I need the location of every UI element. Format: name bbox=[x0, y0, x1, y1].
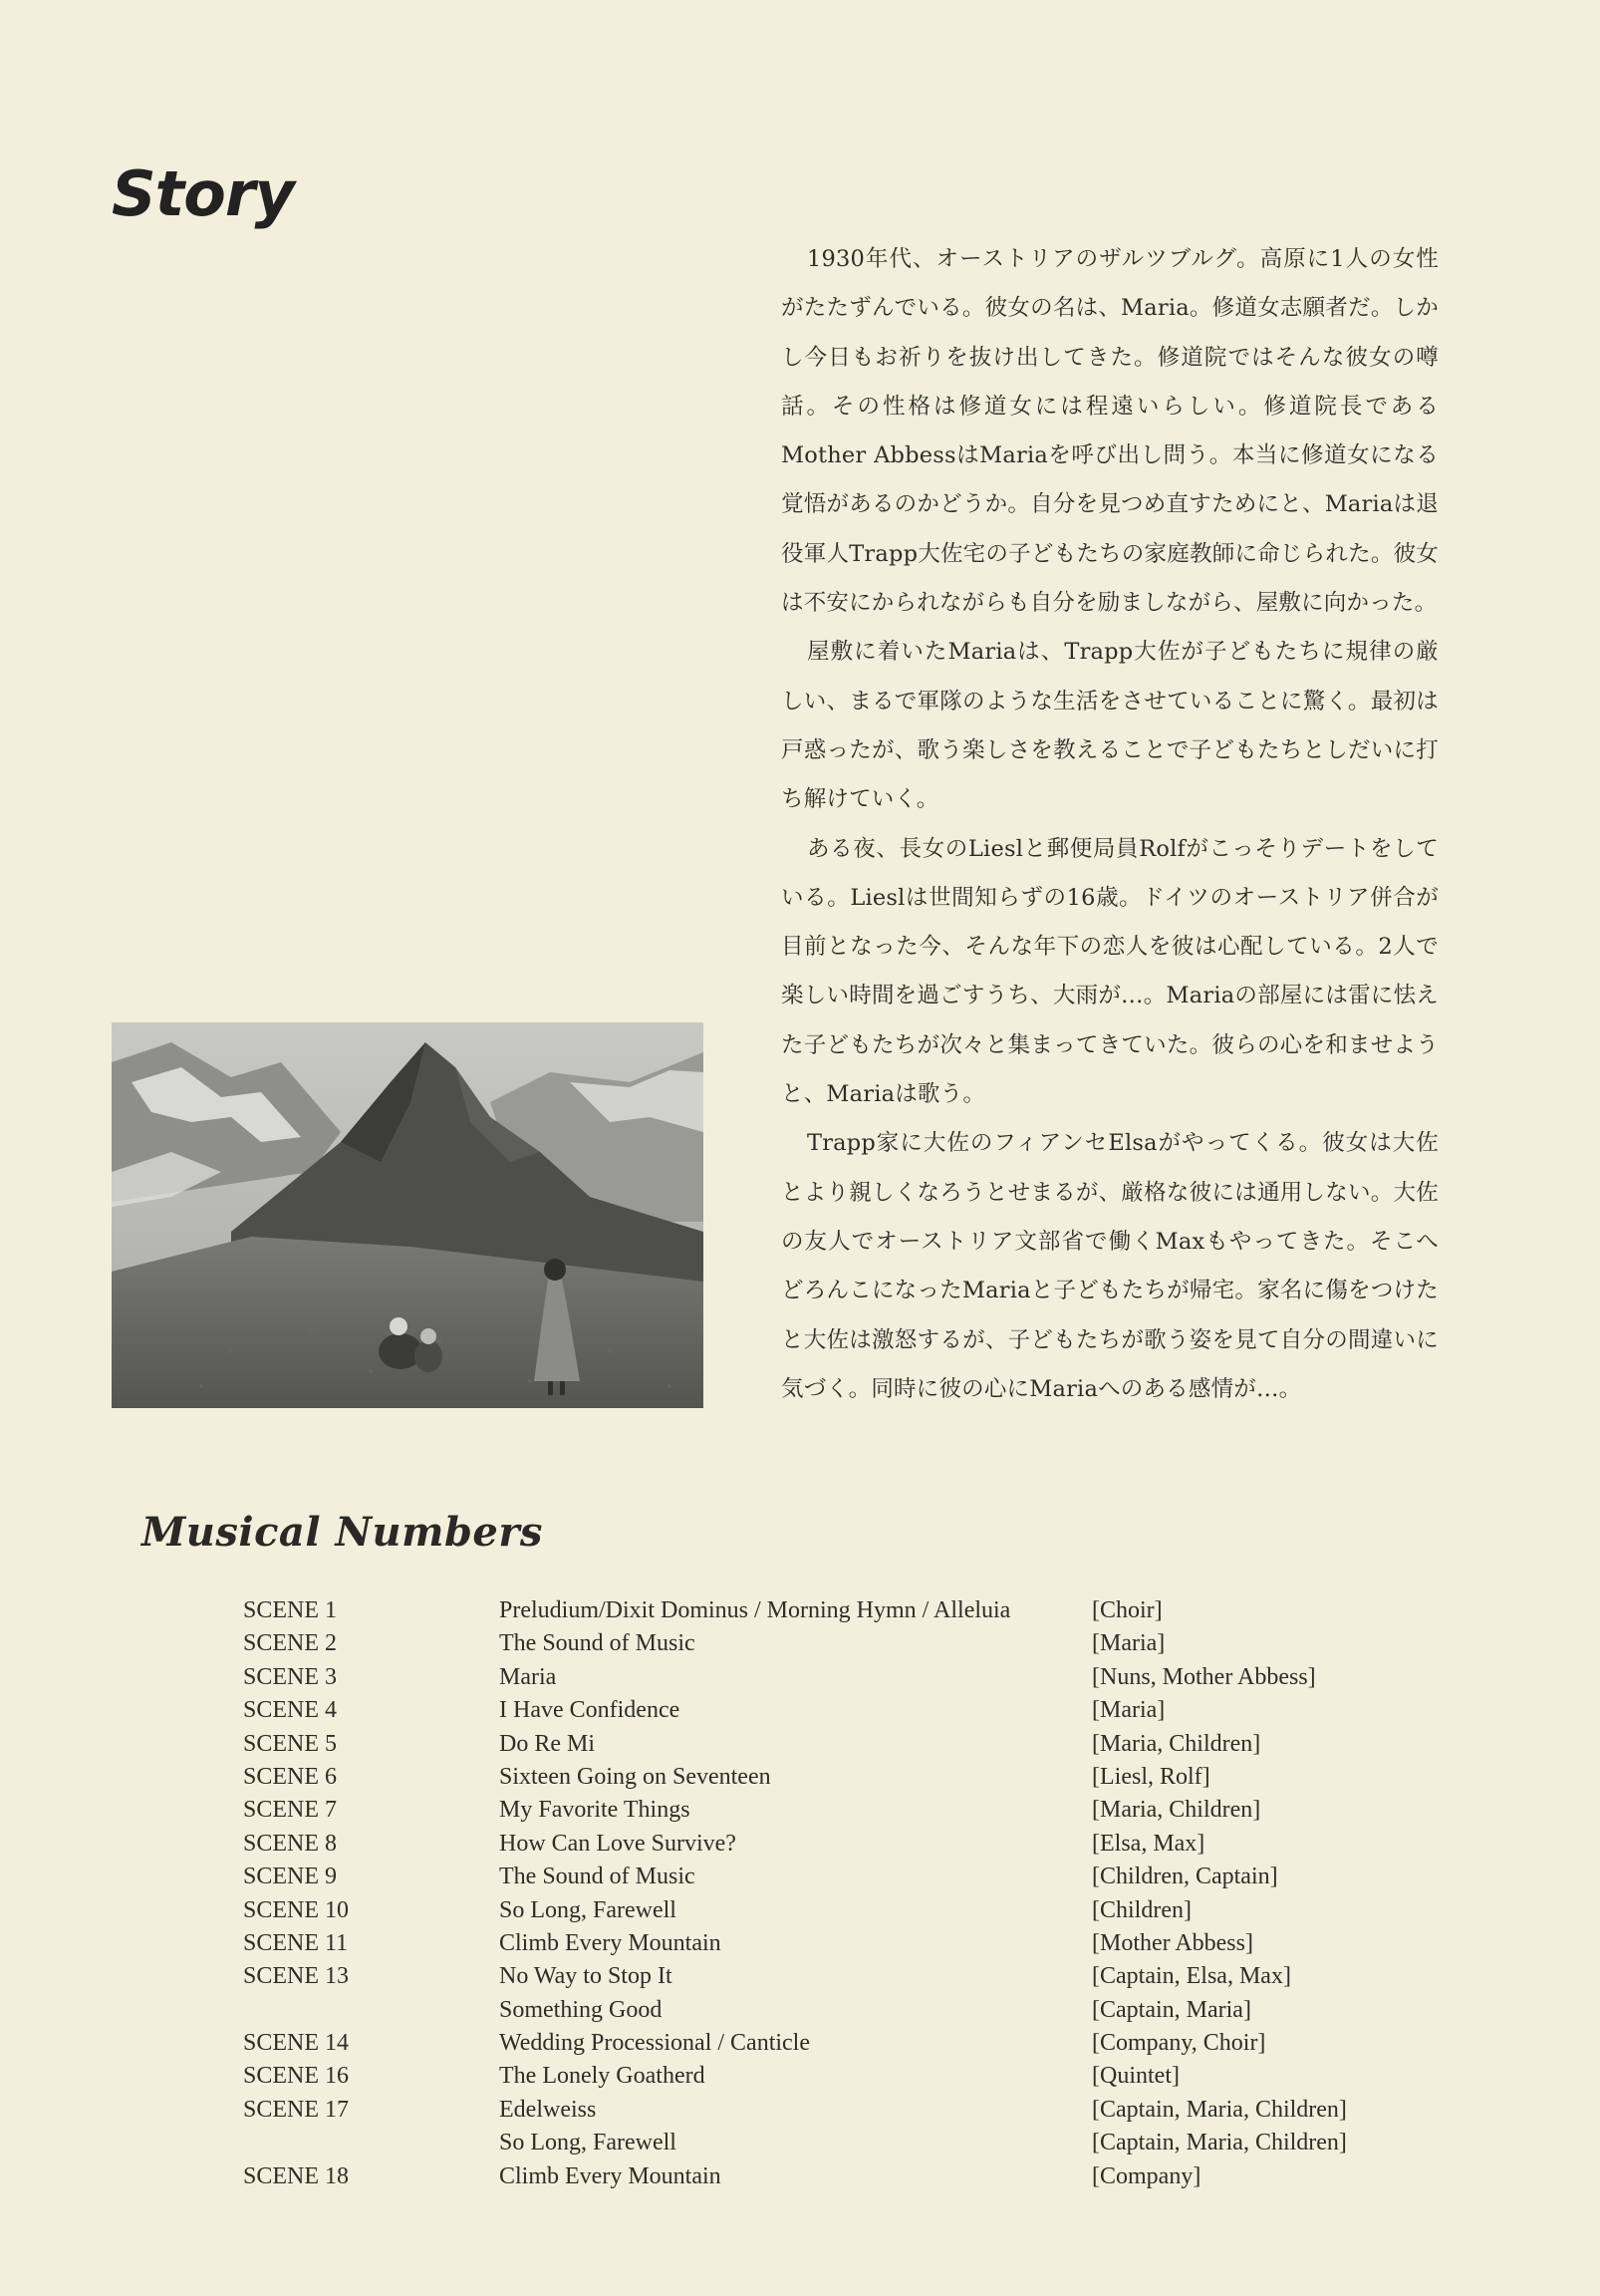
list-item bbox=[243, 2060, 1379, 2093]
story-paragraph: ある夜、長女のLieslと郵便局員Rolfがこっそりデートをしている。Lieslは世間知らずの16歳。ドイツのオーストリア併合が目前となった今、そんな年下の恋人を彼は心配している。2人で楽しい時間を過ごすうち、大雨が…。Mariaの部屋には雷に怯えた子どもたちが次々と集まってきていた。彼らの心を和ませようと、Mariaは歌う。 bbox=[781, 835, 1439, 1108]
scene-label: SCENE 18 bbox=[243, 2162, 350, 2189]
musical-numbers-heading: Musical Numbers bbox=[141, 1509, 543, 1556]
song-title: Preludium/Dixit Dominus / Morning Hymn / Alleluia bbox=[499, 1597, 1011, 1623]
song-title: So Long, Farewell bbox=[499, 1896, 676, 1923]
song-title: Climb Every Mountain bbox=[499, 2162, 721, 2189]
list-item bbox=[243, 1661, 1379, 1694]
song-title: Edelweiss bbox=[499, 2096, 597, 2123]
list-item bbox=[243, 1828, 1379, 1861]
list-item bbox=[243, 2094, 1379, 2127]
scene-label: SCENE 10 bbox=[243, 1896, 350, 1923]
scene-label: SCENE 2 bbox=[243, 1630, 338, 1657]
scene-label: SCENE 16 bbox=[243, 2063, 350, 2090]
list-item bbox=[243, 1694, 1379, 1727]
list-item bbox=[243, 1894, 1379, 1927]
list-item bbox=[243, 1794, 1379, 1827]
scene-label: SCENE 11 bbox=[243, 1929, 349, 1956]
song-title: Maria bbox=[499, 1663, 557, 1690]
story-paragraph: 屋敷に着いたMariaは、Trapp大佐が子どもたちに規律の厳しい、まるで軍隊のような生活をさせていることに驚く。最初は戸惑ったが、歌う楽しさを教えることで子どもたちとしだいに打ち解けていく。 bbox=[781, 639, 1439, 813]
song-title: Sixteen Going on Seventeen bbox=[499, 1763, 771, 1790]
list-item bbox=[243, 1927, 1379, 1960]
song-cast: [Captain, Elsa, Max] bbox=[1092, 1963, 1291, 1990]
scene-label: SCENE 13 bbox=[243, 1963, 350, 1990]
mountain-photo bbox=[112, 1022, 703, 1408]
list-item bbox=[243, 2160, 1379, 2193]
mountain-meadow-image bbox=[112, 1022, 703, 1408]
song-title: Climb Every Mountain bbox=[499, 1929, 721, 1956]
list-item bbox=[243, 1861, 1379, 1893]
song-cast: [Quintet] bbox=[1092, 2063, 1180, 2090]
song-cast: [Captain, Maria, Children] bbox=[1092, 2096, 1347, 2123]
song-title: My Favorite Things bbox=[499, 1797, 690, 1824]
scene-label: SCENE 4 bbox=[243, 1697, 338, 1724]
story-paragraph: Trapp家に大佐のフィアンセElsaがやってくる。彼女は大佐とより親しくなろうとせまるが、厳格な彼には通用しない。大佐の友人でオーストリア文部省で働くMaxもやってきた。そこへどろんこになったMariaと子どもたちが帰宅。家名に傷をつけたと大佐は激怒するが、子どもたちが歌う姿を見て自分の間違いに気づく。同時に彼の心にMariaへのある感情が…。 bbox=[781, 1130, 1439, 1402]
song-cast: [Maria, Children] bbox=[1092, 1730, 1261, 1757]
scene-label: SCENE 3 bbox=[243, 1663, 338, 1690]
scene-label: SCENE 5 bbox=[243, 1730, 338, 1757]
list-item bbox=[243, 1594, 1379, 1627]
song-cast: [Maria, Children] bbox=[1092, 1797, 1261, 1824]
song-cast: [Choir] bbox=[1092, 1597, 1163, 1623]
song-cast: [Liesl, Rolf] bbox=[1092, 1763, 1210, 1790]
scene-label: SCENE 1 bbox=[243, 1597, 338, 1623]
song-title: Something Good bbox=[499, 1996, 663, 2023]
song-cast: [Children, Captain] bbox=[1092, 1864, 1278, 1890]
song-title: Wedding Processional / Canticle bbox=[499, 2030, 810, 2057]
scene-label: SCENE 14 bbox=[243, 2030, 350, 2057]
scene-label: SCENE 7 bbox=[243, 1797, 338, 1824]
scene-label: SCENE 6 bbox=[243, 1763, 338, 1790]
scene-label: SCENE 17 bbox=[243, 2096, 350, 2123]
song-cast: [Children] bbox=[1092, 1896, 1192, 1923]
list-item bbox=[243, 1994, 1379, 2027]
song-title: How Can Love Survive? bbox=[499, 1830, 736, 1857]
story-text bbox=[781, 235, 1439, 1414]
song-cast: [Captain, Maria, Children] bbox=[1092, 2130, 1347, 2156]
song-cast: [Maria] bbox=[1092, 1697, 1166, 1724]
list-item bbox=[243, 1761, 1379, 1794]
song-cast: [Company, Choir] bbox=[1092, 2030, 1266, 2057]
list-item bbox=[243, 2027, 1379, 2060]
song-title: Do Re Mi bbox=[499, 1730, 595, 1757]
song-title: The Sound of Music bbox=[499, 1864, 695, 1890]
song-cast: [Captain, Maria] bbox=[1092, 1996, 1251, 2023]
list-item bbox=[243, 1728, 1379, 1761]
list-item bbox=[243, 1627, 1379, 1660]
list-item bbox=[243, 1960, 1379, 1993]
song-title: The Lonely Goatherd bbox=[499, 2063, 705, 2090]
musical-numbers-list bbox=[243, 1594, 1379, 2193]
list-item bbox=[243, 2127, 1379, 2159]
song-cast: [Nuns, Mother Abbess] bbox=[1092, 1663, 1316, 1690]
scene-label: SCENE 8 bbox=[243, 1830, 338, 1857]
story-paragraph: 1930年代、オーストリアのザルツブルグ。高原に1人の女性がたたずんでいる。彼女の名は、Maria。修道女志願者だ。しかし今日もお祈りを抜け出してきた。修道院ではそんな彼女の噂話。その性格は修道女には程遠いらしい。修道院長であるMother AbbessはMariaを呼び出し問う。本当に修道女になる覚悟があるのかどうか。自分を見つめ直すためにと、Mariaは退役軍人Trapp大佐宅の子どもたちの家庭教師に命じられた。彼女は不安にかられながらも自分を励ましながら、屋敷に向かった。 bbox=[781, 246, 1439, 617]
song-title: So Long, Farewell bbox=[499, 2130, 676, 2156]
scene-label: SCENE 9 bbox=[243, 1864, 338, 1890]
song-title: The Sound of Music bbox=[499, 1630, 695, 1657]
song-title: No Way to Stop It bbox=[499, 1963, 672, 1990]
story-heading: Story bbox=[112, 157, 294, 230]
song-cast: [Elsa, Max] bbox=[1092, 1830, 1205, 1857]
song-title: I Have Confidence bbox=[499, 1697, 680, 1724]
song-cast: [Company] bbox=[1092, 2162, 1201, 2189]
song-cast: [Maria] bbox=[1092, 1630, 1166, 1657]
song-cast: [Mother Abbess] bbox=[1092, 1929, 1253, 1956]
